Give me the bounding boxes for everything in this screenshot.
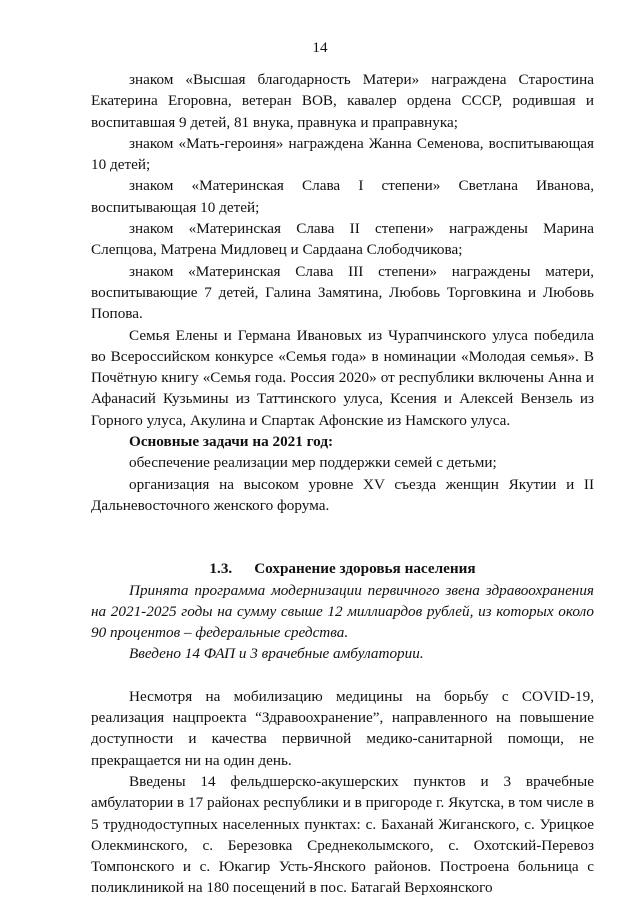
- body-paragraph: Введены 14 фельдшерско-акушерских пунктов и 3 врачебные амбулатории в 17 районах республики и в пригороде г. Якутска, в том числе в 5 труднодоступных населенных пунктах: с. Баханай Жиганского, с. Урицкое Олекминского, с. Березовка Среднеколымского, с. Охотский-Перевоз Томпонского и с. Юкагир Усть-Янского районов. Построена больница с поликлиникой на 180 посещений в пос. Батагай Верхоянского: [91, 772, 594, 897]
- summary-paragraph: Введено 14 ФАП и 3 врачебные амбулатории.: [129, 645, 424, 663]
- award-paragraph: знаком «Высшая благодарность Матери» награждена Старостина Екатерина Егоровна, ветеран ВОВ, кавалер ордена СССР, родившая и воспитавшая 9 детей, 81 внука, правнука и праправнука;: [91, 71, 594, 131]
- section-number: 1.3.: [209, 560, 233, 578]
- summary-paragraph: Принята программа модернизации первичного звена здравоохранения на 2021-2025 годы на сумму свыше 12 миллиардов рублей, из которых около 90 процентов – федеральные средства.: [91, 581, 594, 642]
- section-spacer: [91, 516, 594, 558]
- page-content: [91, 69, 594, 899]
- task-item: организация на высоком уровне XV съезда женщин Якутии и II Дальневосточного женского форума.: [91, 475, 594, 514]
- body-paragraph: Несмотря на мобилизацию медицины на борьбу с COVID-19, реализация нацпроекта “Здравоохранение”, направленного на повышение доступности и качества первичной медико-санитарной помощи, не прекращается ни на один день.: [91, 687, 594, 769]
- section-title: Сохранение здоровья населения: [254, 560, 476, 578]
- section-heading: [91, 558, 594, 579]
- award-paragraph: знаком «Мать-героиня» награждена Жанна Семенова, воспитывающая 10 детей;: [91, 134, 594, 174]
- award-paragraph: знаком «Материнская Слава I степени» Светлана Иванова, воспитывающая 10 детей;: [91, 177, 594, 216]
- page-number: 14: [312, 39, 328, 56]
- paragraph-spacer: [91, 665, 594, 686]
- task-item: обеспечение реализации мер поддержки семей с детьми;: [129, 454, 497, 472]
- award-paragraph: знаком «Материнская Слава II степени» награждены Марина Слепцова, Матрена Мидловец и Сардаана Слободчикова;: [91, 220, 594, 259]
- family-contest-paragraph: Семья Елены и Германа Ивановых из Чурапчинского улуса победила во Всероссийском конкурсе «Семья года» в номинации «Молодая семья». В Почётную книгу «Семья года. Россия 2020» от республики включены Анна и Афанасий Кузьмины из Таттинского улуса, Ксения и Алексей Вензель из Горного улуса, Акулина и Спартак Афонские из Намского улуса.: [91, 326, 594, 429]
- tasks-title: Основные задачи на 2021 год:: [129, 433, 334, 451]
- award-paragraph: знаком «Материнская Слава III степени» награждены матери, воспитывающие 7 детей, Галина Замятина, Любовь Торговкина и Любовь Попова.: [91, 262, 594, 323]
